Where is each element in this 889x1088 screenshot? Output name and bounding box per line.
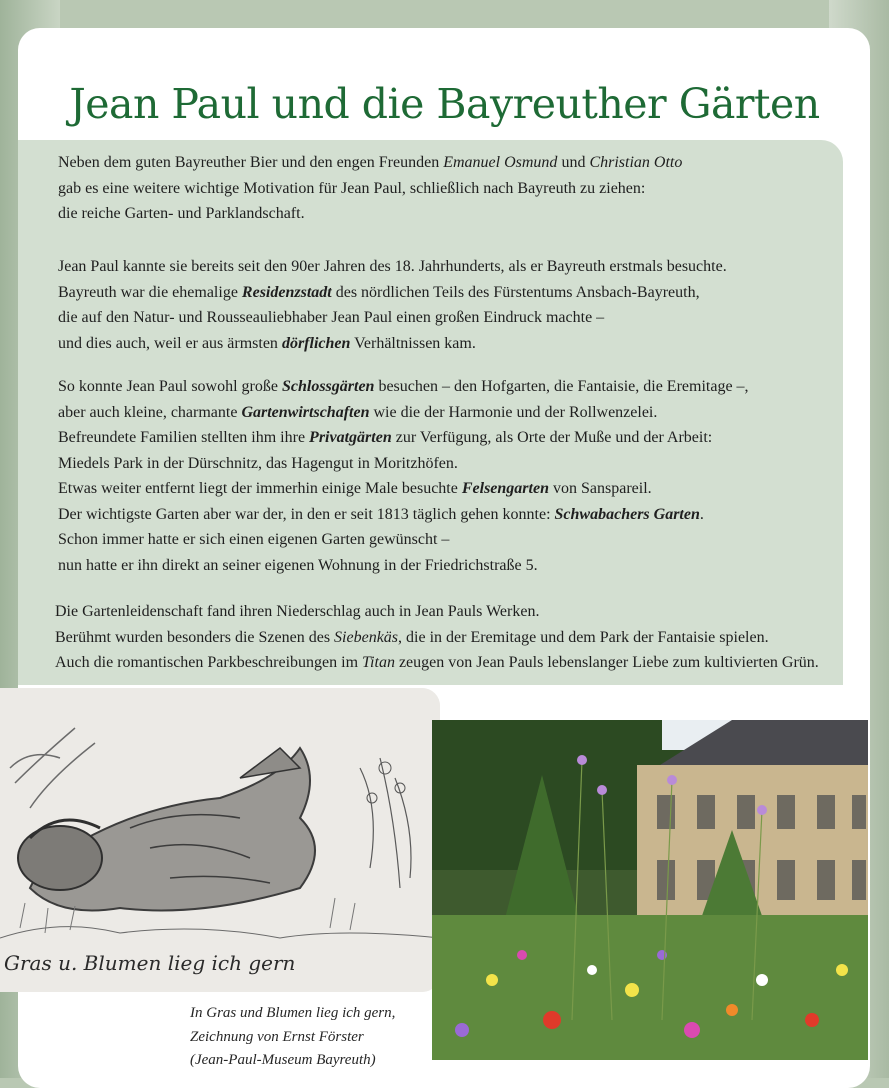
- paragraph-line: [55, 625, 819, 651]
- paragraph-line: [58, 374, 749, 400]
- text-run: Bayreuth war die ehemalige: [58, 283, 242, 301]
- text-run: Etwas weiter entfernt liegt der immerhin einige Male besuchte: [58, 480, 462, 497]
- text-run: von Sanspareil.: [548, 480, 652, 497]
- keyword-emphasis: Felsengarten: [461, 480, 549, 497]
- title-emphasis: Titan: [362, 654, 395, 671]
- paragraph-line: die reiche Garten- und Parklandschaft.: [58, 205, 305, 222]
- paragraph-line: [58, 502, 749, 528]
- text-run: aber auch kleine, charmante: [58, 403, 242, 421]
- keyword-emphasis: dörflichen: [281, 334, 351, 352]
- paragraph-line: [58, 331, 727, 357]
- text-run: besuchen – den Hofgarten, die Fantaisie, die Eremitage –,: [374, 378, 749, 395]
- garden-photo: [432, 720, 868, 1060]
- sketch-inscription: Gras u. Blumen lieg ich gern: [4, 951, 296, 975]
- text-run: Verhältnissen kam.: [350, 334, 476, 352]
- image-caption: [190, 1002, 395, 1073]
- paragraph-line: Miedels Park in der Dürschnitz, das Hagengut in Moritzhöfen.: [58, 454, 458, 472]
- page-title: Jean Paul und die Bayreuther Gärten: [69, 80, 820, 128]
- text-run: , die in der Eremitage und dem Park der Fantaisie spielen.: [398, 628, 769, 646]
- keyword-emphasis: Schwabachers Garten: [554, 505, 700, 523]
- paragraph-2: [58, 254, 727, 356]
- paragraph-line: gab es eine weitere wichtige Motivation für Jean Paul, schließlich nach Bayreuth zu ziehen:: [58, 179, 646, 197]
- text-run: des nördlichen Teils des Fürstentums Ansbach-Bayreuth,: [331, 283, 700, 301]
- paragraph-line: Schon immer hatte er sich einen eigenen Garten gewünscht –: [58, 531, 450, 548]
- caption-line: Zeichnung von Ernst Förster: [190, 1028, 364, 1045]
- text-run: und: [557, 154, 590, 171]
- paragraph-3: [58, 374, 749, 578]
- paragraph-line: [58, 476, 749, 502]
- paragraph-4: [55, 599, 819, 676]
- text-run: Berühmt wurden besonders die Szenen des: [55, 628, 335, 646]
- text-run: Der wichtigste Garten aber war der, in den er seit 1813 täglich gehen konnte:: [58, 505, 555, 523]
- keyword-emphasis: Gartenwirtschaften: [241, 403, 370, 421]
- paragraph-line: [58, 400, 749, 426]
- name-emphasis: Christian Otto: [589, 154, 683, 171]
- paragraph-line: nun hatte er ihn direkt an seiner eigenen Wohnung in der Friedrichstraße 5.: [58, 556, 538, 574]
- text-run: So konnte Jean Paul sowohl große: [58, 378, 282, 395]
- text-run: .: [699, 505, 704, 523]
- text-run: Neben dem guten Bayreuther Bier und den engen Freunden: [58, 154, 444, 171]
- pencil-sketch-image: [0, 688, 440, 992]
- paragraph-line: Die Gartenleidenschaft fand ihren Niederschlag auch in Jean Pauls Werken.: [55, 603, 540, 620]
- caption-line: In Gras und Blumen lieg ich gern,: [190, 1005, 396, 1021]
- keyword-emphasis: Residenzstadt: [241, 283, 332, 301]
- title-emphasis: Siebenkäs: [334, 628, 399, 646]
- keyword-emphasis: Schlossgärten: [281, 378, 375, 395]
- paragraph-line: die auf den Natur- und Rousseauliebhaber Jean Paul einen großen Eindruck machte –: [58, 309, 605, 326]
- text-run: wie die der Harmonie und der Rollwenzelei.: [369, 403, 658, 421]
- keyword-emphasis: Privatgärten: [309, 429, 392, 446]
- text-run: und dies auch, weil er aus ärmsten: [58, 334, 282, 352]
- text-run: zur Verfügung, als Orte der Muße und der Arbeit:: [391, 429, 713, 446]
- paragraph-line: [58, 425, 749, 451]
- paragraph-line: [58, 150, 682, 176]
- text-run: Befreundete Familien stellten ihm ihre: [58, 429, 310, 446]
- paragraph-line: Jean Paul kannte sie bereits seit den 90er Jahren des 18. Jahrhunderts, als er Bayreuth erstmals besuchte.: [58, 258, 727, 275]
- paragraph-line: [55, 650, 819, 676]
- name-emphasis: Emanuel Osmund: [443, 154, 558, 171]
- caption-line: (Jean-Paul-Museum Bayreuth): [190, 1052, 376, 1068]
- paragraph-line: [58, 280, 727, 306]
- text-run: Auch die romantischen Parkbeschreibungen im: [55, 654, 363, 671]
- text-run: zeugen von Jean Pauls lebenslanger Liebe zum kultivierten Grün.: [394, 654, 819, 671]
- paragraph-1: [58, 150, 682, 227]
